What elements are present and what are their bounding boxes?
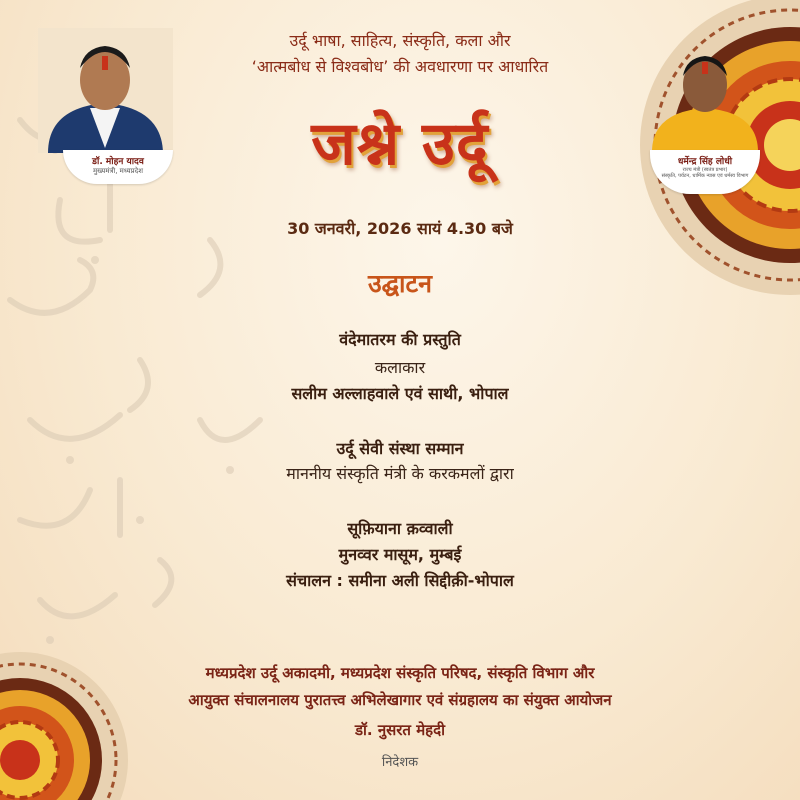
program-item-3-title: सूफ़ियाना क़व्वाली [347, 519, 453, 538]
section-heading: उद्घाटन [368, 269, 432, 298]
right-person-designation-1: राज्य मंत्री (स्वतंत्र प्रभार) [682, 167, 728, 173]
event-tagline [120, 28, 680, 80]
event-date-time: 30 जनवरी, 2026 सायं 4.30 बजे [287, 219, 513, 238]
program-item-2-detail: माननीय संस्कृति मंत्री के करकमलों द्वारा [286, 464, 514, 483]
program-item-3-artist: मुनव्वर मासूम, मुम्बई [338, 545, 462, 564]
right-person-designation-2: संस्कृति, पर्यटन, धार्मिक न्यास एवं धर्मस्व विभाग [661, 173, 749, 179]
program-item-1-artist: सलीम अल्लाहवाले एवं साथी, भोपाल [291, 384, 509, 403]
director-name: डॉ. नुसरत मेहदी [355, 721, 445, 739]
program-item-1-title: वंदेमातरम की प्रस्तुति [339, 330, 461, 349]
left-person-name: डॉ. मोहन यादव [92, 157, 144, 167]
organizer-line-1: मध्यप्रदेश उर्दू अकादमी, मध्यप्रदेश संस्कृति परिषद, संस्कृति विभाग और [205, 664, 595, 682]
director-title: निदेशक [381, 755, 419, 770]
tagline-line-2: ‘आत्मबोध से विश्वबोध’ की अवधारणा पर आधारित [251, 57, 549, 76]
program-item-1-role: कलाकार [374, 358, 426, 377]
right-person-name: धर्मेन्द्र सिंह लोधी [677, 157, 733, 167]
program-item-3-anchor: संचालन : समीना अली सिद्दीक़ी-भोपाल [286, 571, 514, 590]
event-title: जश्ने उर्दू [311, 109, 489, 179]
tagline-line-1: उर्दू भाषा, साहित्य, संस्कृति, कला और [289, 31, 511, 50]
organizer-line-2: आयुक्त संचालनालय पुरातत्त्व अभिलेखागार एवं संग्रहालय का संयुक्त आयोजन [188, 691, 612, 709]
program-item-2-title: उर्दू सेवी संस्था सम्मान [336, 439, 464, 458]
left-person-designation: मुख्यमंत्री, मध्यप्रदेश [93, 167, 143, 175]
